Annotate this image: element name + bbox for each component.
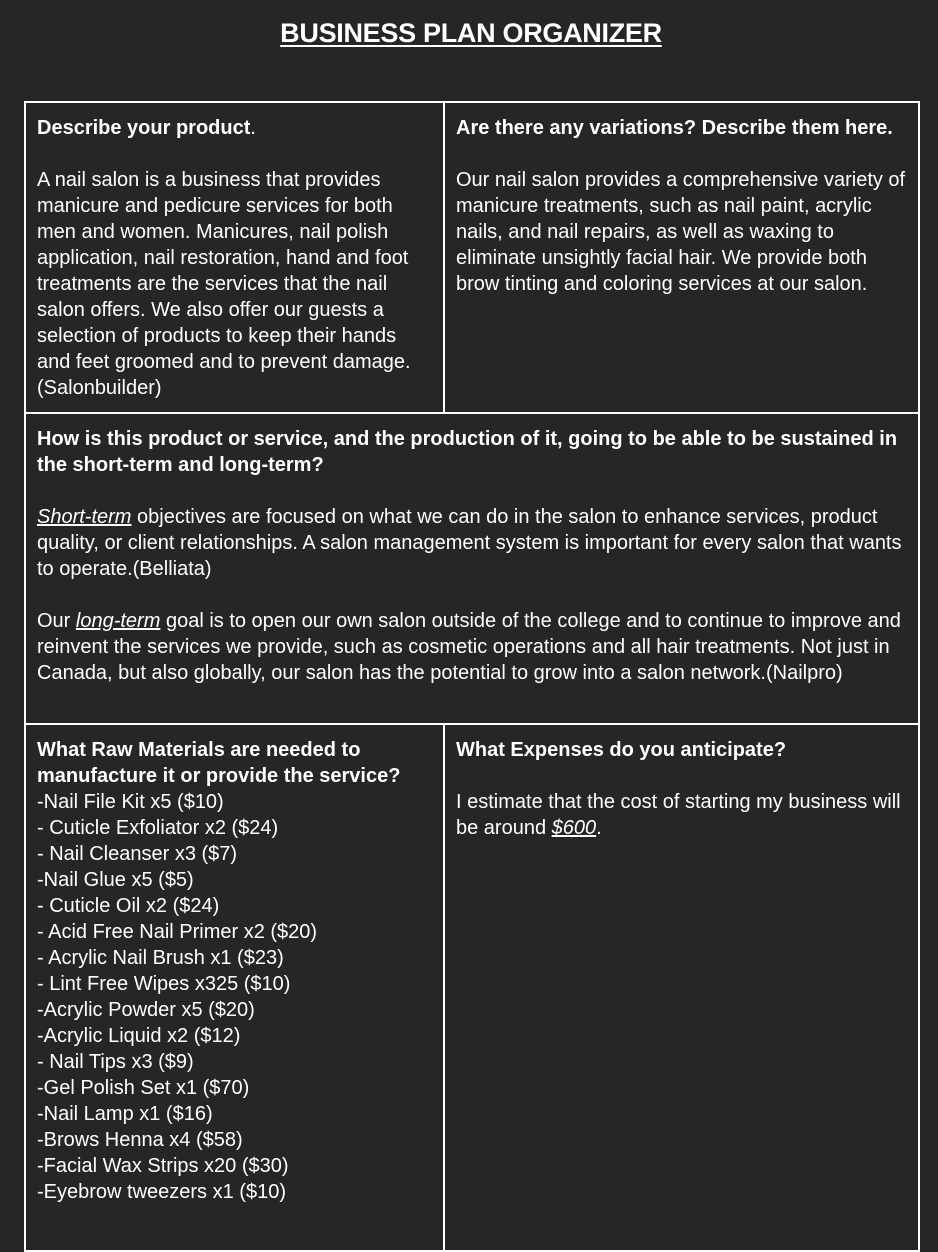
expenses-amount: $600 <box>551 817 597 839</box>
product-question-text: Describe your product <box>37 117 251 139</box>
product-answer: A nail salon is a business that provides manicure and pedicure services for both men and women. Manicures, nail polish application, nail restoration, hand and foot treatments are the services that the nail salon offers. We also offer our guests a selection of products to keep their hands and feet groomed and to prevent damage. (Salonbuilder) <box>37 169 411 399</box>
page-title: BUSINESS PLAN ORGANIZER <box>280 18 662 48</box>
short-term-text: objectives are focused on what we can do in the salon to enhance services, product quality, or client relationships. A salon management system is important for every salon that wants to operate.(Belliata) <box>37 506 902 580</box>
expenses-answer <box>456 789 908 841</box>
expenses-cell <box>443 723 920 1252</box>
materials-item: -Acrylic Liquid x2 ($12) <box>37 1025 241 1047</box>
materials-item: - Acid Free Nail Primer x2 ($20) <box>37 921 318 943</box>
short-term-paragraph <box>37 504 908 582</box>
long-term-text: goal is to open our own salon outside of the college and to continue to improve and reinvent the services we provide, such as cosmetic operations and all hair treatments. Not just in Canada, but also globally, our salon has the potential to grow into a salon network.(Nailpro) <box>37 610 901 684</box>
sustain-question: How is this product or service, and the production of it, going to be able to be sustained in the short-term and long-term? <box>37 428 898 476</box>
product-cell <box>24 101 445 414</box>
materials-question: What Raw Materials are needed to manufacture it or provide the service? <box>37 739 401 787</box>
materials-item: -Gel Polish Set x1 ($70) <box>37 1077 250 1099</box>
product-question <box>37 115 433 141</box>
variations-answer: Our nail salon provides a comprehensive variety of manicure treatments, such as nail paint, acrylic nails, and nail repairs, as well as waxing to eliminate unsightly facial hair. We provide both brow tinting and coloring services at our salon. <box>456 169 906 295</box>
variations-question: Are there any variations? Describe them here. <box>456 117 893 139</box>
materials-item: -Nail Glue x5 ($5) <box>37 869 194 891</box>
variations-cell <box>443 101 920 414</box>
long-term-prefix: Our <box>37 610 76 632</box>
long-term-paragraph <box>37 608 908 686</box>
expenses-answer-prefix: I estimate that the cost of starting my business will be around <box>456 791 901 839</box>
materials-item: -Acrylic Powder x5 ($20) <box>37 999 255 1021</box>
materials-item: -Eyebrow tweezers x1 ($10) <box>37 1181 286 1203</box>
materials-item: - Nail Tips x3 ($9) <box>37 1051 194 1073</box>
materials-item: - Cuticle Oil x2 ($24) <box>37 895 220 917</box>
materials-item: - Nail Cleanser x3 ($7) <box>37 843 238 865</box>
materials-item: -Brows Henna x4 ($58) <box>37 1129 243 1151</box>
short-term-label: Short-term <box>37 506 132 528</box>
long-term-label: long-term <box>75 610 161 632</box>
expenses-question: What Expenses do you anticipate? <box>456 739 787 761</box>
sustain-cell <box>24 412 920 725</box>
materials-item: - Acrylic Nail Brush x1 ($23) <box>37 947 284 969</box>
materials-list <box>37 789 433 1205</box>
materials-item: - Lint Free Wipes x325 ($10) <box>37 973 291 995</box>
materials-item: -Nail File Kit x5 ($10) <box>37 791 224 813</box>
materials-item: -Nail Lamp x1 ($16) <box>37 1103 213 1125</box>
materials-item: - Cuticle Exfoliator x2 ($24) <box>37 817 279 839</box>
materials-item: -Facial Wax Strips x20 ($30) <box>37 1155 289 1177</box>
materials-cell <box>24 723 445 1252</box>
expenses-answer-suffix: . <box>596 817 602 839</box>
product-question-suffix: . <box>250 117 256 139</box>
